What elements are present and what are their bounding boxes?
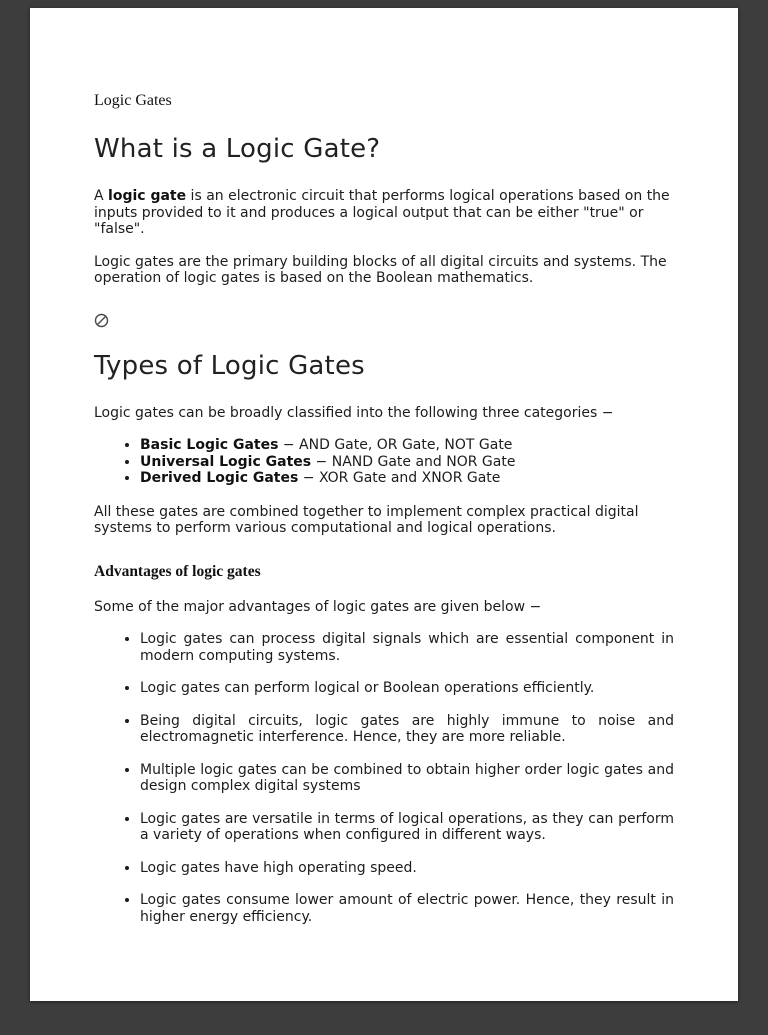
paragraph-definition-bold-term: logic gate xyxy=(108,188,187,204)
advantage-item-versatile: • Logic gates are versatile in terms of logical operations, as they can perform a variety of operations when configured in different ways. xyxy=(140,811,676,844)
list-item-derived-gates-bold: Derived Logic Gates xyxy=(140,470,299,486)
paragraph-definition-post: is an electronic circuit that performs logical operations based on the inputs provided to it and produces a logical output that can be either "true" or "false". xyxy=(94,188,670,237)
subheading-advantages: Advantages of logic gates xyxy=(94,562,261,580)
advantages-list xyxy=(94,631,676,925)
list-item-basic-gates xyxy=(140,437,676,454)
paragraph-definition-pre: A xyxy=(94,188,109,204)
paragraph-categories-intro: Logic gates can be broadly classified into the following three categories − xyxy=(94,404,614,421)
paragraph-advantages-intro: Some of the major advantages of logic gates are given below − xyxy=(94,598,542,615)
advantage-item-noise-immunity: • Being digital circuits, logic gates are highly immune to noise and electromagnetic interference. Hence, they are more reliable. xyxy=(140,713,676,746)
list-item-derived-gates-rest: − XOR Gate and XNOR Gate xyxy=(298,470,501,486)
advantage-item-combinable: • Multiple logic gates can be combined to obtain higher order logic gates and design complex digital systems xyxy=(140,762,676,795)
types-list xyxy=(94,437,676,487)
advantage-item-boolean-operations: • Logic gates can perform logical or Boolean operations efficiently. xyxy=(140,680,676,697)
advantage-item-digital-signals: • Logic gates can process digital signals which are essential component in modern computing systems. xyxy=(140,631,676,664)
circle-slash-icon xyxy=(94,313,109,328)
heading-what-is-a-logic-gate: What is a Logic Gate? xyxy=(94,134,381,164)
list-item-universal-gates xyxy=(140,454,676,471)
heading-types-of-logic-gates: Types of Logic Gates xyxy=(94,350,365,381)
list-item-derived-gates xyxy=(140,470,676,487)
anchor-icon-row xyxy=(94,313,676,329)
list-item-universal-gates-rest: − NAND Gate and NOR Gate xyxy=(311,453,516,470)
advantage-item-power: • Logic gates consume lower amount of electric power. Hence, they result in higher energy efficiency. xyxy=(140,892,676,925)
paragraph-combined-gates: All these gates are combined together to implement complex practical digital systems to perform various computational and logical operations. xyxy=(94,503,639,536)
advantage-item-speed: • Logic gates have high operating speed. xyxy=(140,860,676,877)
list-item-basic-gates-rest: − AND Gate, OR Gate, NOT Gate xyxy=(278,437,513,453)
list-item-basic-gates-bold: Basic Logic Gates xyxy=(140,437,279,453)
document-page xyxy=(30,8,738,1001)
document-title-label: Logic Gates xyxy=(94,92,172,109)
paragraph-definition xyxy=(94,188,676,238)
paragraph-building-blocks: Logic gates are the primary building blocks of all digital circuits and systems. The operation of logic gates is based on the Boolean mathematics. xyxy=(94,253,667,286)
list-item-universal-gates-bold: Universal Logic Gates xyxy=(140,453,312,470)
